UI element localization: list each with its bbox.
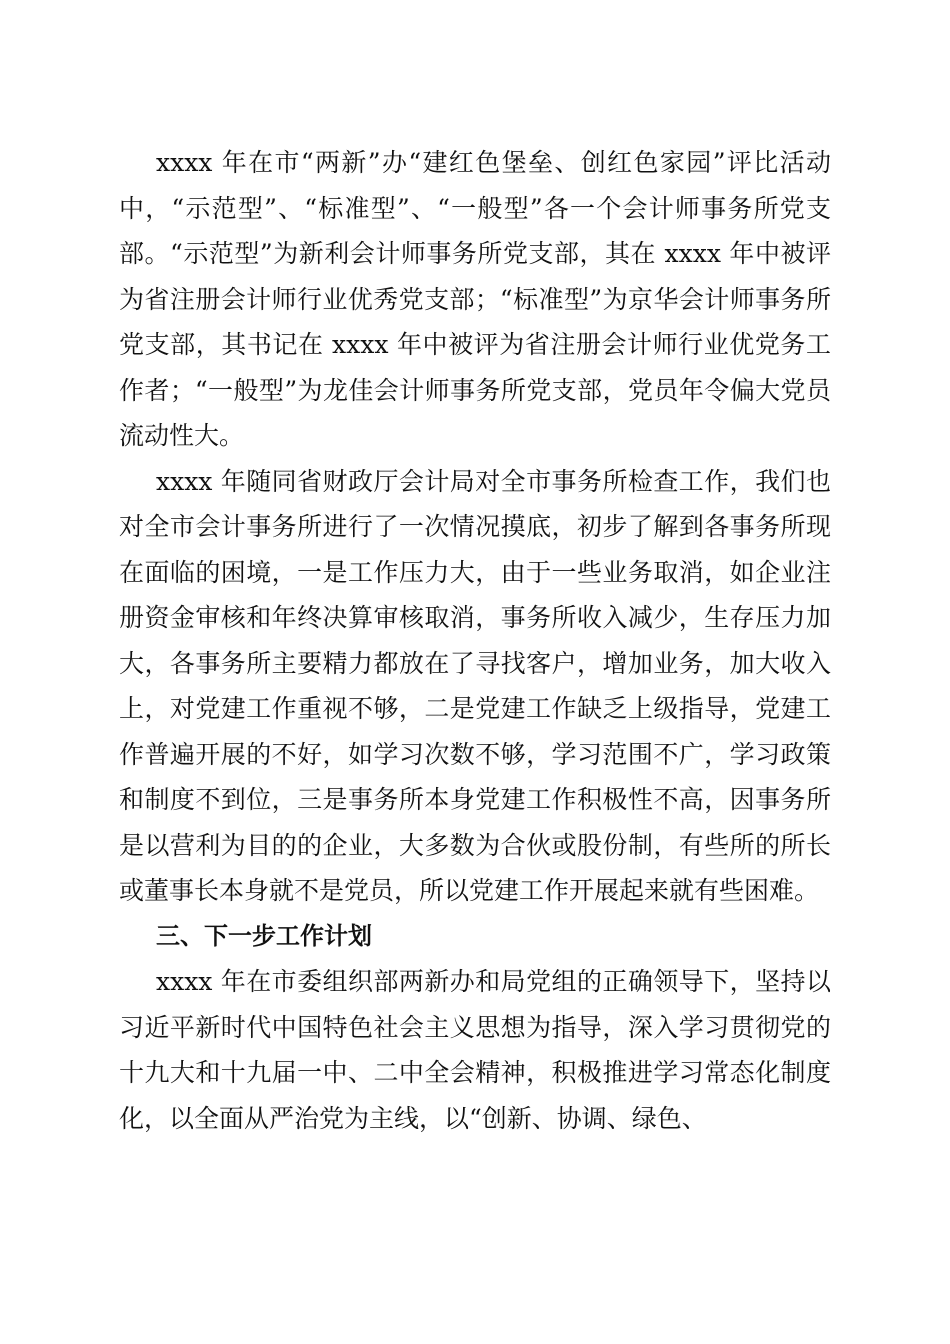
section-heading-next-steps: 三、下一步工作计划: [156, 921, 372, 950]
paragraph-firm-difficulties: xxxx 年随同省财政厅会计局对全市事务所检查工作，我们也对全市会计事务所进行了一次情况摸底，初步了解到各事务所现在面临的困境，一是工作压力大，由于一些业务取消，如企业注册资金审核和年终决算审核取消，事务所收入减少，生存压力加大，各事务所主要精力都放在了寻找客户，增加业务，加大收入上，对党建工作重视不够，二是党建工作缺乏上级指导，党建工作普遍开展的不好，如学习次数不够，学习范围不广，学习政策和制度不到位，三是事务所本身党建工作积极性不高，因事务所是以营利为目的的企业，大多数为合伙或股份制，有些所的所长或董事长本身就不是党员，所以党建工作开展起来就有些困难。: [119, 466, 831, 905]
paragraph-evaluation-results: xxxx 年在市“两新”办“建红色堡垒、创红色家园”评比活动中，“示范型”、“标准型”、“一般型”各一个会计师事务所党支部。“示范型”为新利会计师事务所党支部，其在 xxxx 年中被评为省注册会计师行业优秀党支部；“标准型”为京华会计师事务所党支部，其书记在 xxxx 年中被评为省注册会计师行业优党务工作者；“一般型”为龙佳会计师事务所党支部，党员年令偏大党员流动性大。: [119, 148, 831, 450]
document-body: [119, 140, 831, 1141]
paragraph-work-plan: xxxx 年在市委组织部两新办和局党组的正确领导下，坚持以习近平新时代中国特色社会主义思想为指导，深入学习贯彻党的十九大和十九届一中、二中全会精神，积极推进学习常态化制度化，以全面从严治党为主线，以“创新、协调、绿色、: [119, 967, 831, 1133]
